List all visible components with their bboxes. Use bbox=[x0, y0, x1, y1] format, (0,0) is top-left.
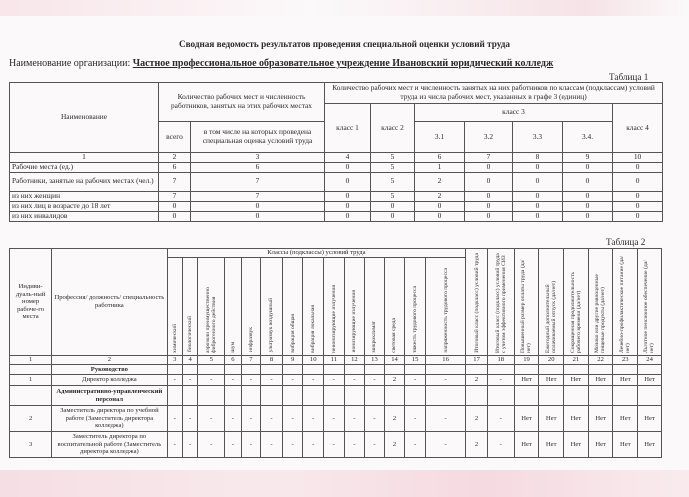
cell: 0 bbox=[513, 172, 563, 191]
cell: 0 bbox=[613, 162, 663, 172]
t2-factor-biological: биологический bbox=[187, 316, 194, 353]
row-label: из них лиц в возрасте до 18 лет bbox=[10, 201, 159, 211]
cell: Нет bbox=[638, 375, 662, 386]
cell: 7 bbox=[191, 172, 325, 191]
cell: Нет bbox=[564, 375, 589, 386]
cell: 7 bbox=[159, 172, 191, 191]
row-label: Работники, занятые на рабочих местах (чел.) bbox=[10, 172, 159, 191]
cell: 0 bbox=[191, 201, 325, 211]
cell: 0 bbox=[513, 162, 563, 172]
t2-header-milk: Молоко или другие равноценные пищевые продукты (да/нет) bbox=[594, 274, 607, 353]
t1-colnum: 8 bbox=[513, 153, 563, 163]
t2-colnum: 13 bbox=[365, 356, 385, 365]
cell: - bbox=[167, 375, 182, 386]
cell: - bbox=[225, 375, 241, 386]
document-title: Сводная ведомость результатов проведения специальной оценки условий труда bbox=[178, 39, 511, 49]
cell: - bbox=[198, 375, 225, 386]
cell: - bbox=[405, 406, 426, 432]
cell: 0 bbox=[465, 201, 513, 211]
t1-header-name: Наименование bbox=[10, 83, 159, 153]
row-label: Рабочие места (ед.) bbox=[10, 162, 159, 172]
cell: - bbox=[241, 375, 261, 386]
cell: - bbox=[487, 432, 514, 458]
t2-factor-vibration-local: вибрация локальная bbox=[310, 304, 317, 353]
t2-colnum: 3 bbox=[167, 356, 182, 365]
cell: Нет bbox=[564, 406, 589, 432]
t1-header-class1: класс 1 bbox=[325, 104, 371, 153]
cell: 0 bbox=[325, 162, 371, 172]
table-row bbox=[10, 406, 662, 432]
t1-header-3-2: 3.2 bbox=[465, 122, 513, 153]
t2-colnum: 7 bbox=[241, 356, 261, 365]
cell: 7 bbox=[191, 191, 325, 201]
t1-colnum: 4 bbox=[325, 153, 371, 163]
cell: - bbox=[487, 406, 514, 432]
cell: - bbox=[487, 375, 514, 386]
cell: Нет bbox=[638, 406, 662, 432]
section-row bbox=[10, 386, 662, 406]
cell: 0 bbox=[415, 201, 465, 211]
cell: 0 bbox=[325, 211, 371, 221]
cell: 0 bbox=[465, 172, 513, 191]
cell: 5 bbox=[371, 162, 415, 172]
cell: 6 bbox=[191, 162, 325, 172]
t1-colnum: 9 bbox=[563, 153, 613, 163]
profession: Заместитель директора по воспитательной работе (Заместитель директора колледжа) bbox=[52, 432, 167, 458]
cell: - bbox=[282, 406, 303, 432]
cell: - bbox=[425, 432, 465, 458]
t2-colnum: 19 bbox=[514, 356, 539, 365]
cell: - bbox=[344, 432, 365, 458]
cell: 2 bbox=[415, 191, 465, 201]
table-row bbox=[10, 432, 662, 458]
t2-colnum: 17 bbox=[466, 356, 488, 365]
table-row bbox=[10, 172, 663, 191]
cell: - bbox=[344, 375, 365, 386]
t2-colnum: 10 bbox=[303, 356, 324, 365]
cell: 0 bbox=[159, 211, 191, 221]
cell: - bbox=[303, 406, 324, 432]
workplace-id: 1 bbox=[10, 375, 52, 386]
profession: Заместитель директора по учебной работе (Заместитель директора колледжа) bbox=[52, 406, 167, 432]
table2 bbox=[9, 248, 662, 458]
cell: 0 bbox=[563, 191, 613, 201]
t2-colnum: 12 bbox=[344, 356, 365, 365]
t2-colnum: 11 bbox=[323, 356, 344, 365]
t1-header-3-3: 3.3 bbox=[513, 122, 563, 153]
cell: - bbox=[182, 432, 197, 458]
cell: 0 bbox=[325, 201, 371, 211]
cell: - bbox=[198, 406, 225, 432]
cell: - bbox=[303, 375, 324, 386]
cell: 0 bbox=[613, 201, 663, 211]
t1-colnum: 2 bbox=[159, 153, 191, 163]
cell: - bbox=[241, 406, 261, 432]
cell: Нет bbox=[613, 432, 638, 458]
cell: - bbox=[405, 432, 426, 458]
cell: - bbox=[303, 432, 324, 458]
cell: 0 bbox=[563, 201, 613, 211]
cell: 0 bbox=[325, 191, 371, 201]
cell: - bbox=[365, 375, 385, 386]
cell: 6 bbox=[159, 162, 191, 172]
t2-factor-lighting: световая среда bbox=[391, 317, 398, 353]
cell: 0 bbox=[613, 191, 663, 201]
profession: Директор колледжа bbox=[52, 375, 167, 386]
t2-colnum: 9 bbox=[282, 356, 303, 365]
paper-stain-top bbox=[0, 0, 689, 16]
cell: 2 bbox=[384, 375, 405, 386]
cell: - bbox=[182, 406, 197, 432]
t1-header-count-group: Количество рабочих мест и численность работников, занятых на этих рабочих местах bbox=[159, 83, 325, 122]
t2-colnum: 16 bbox=[425, 356, 465, 365]
cell: Нет bbox=[514, 375, 539, 386]
cell: 0 bbox=[513, 201, 563, 211]
t2-factor-vibration-general: вибрация общая bbox=[289, 313, 296, 353]
cell: 5 bbox=[371, 172, 415, 191]
t2-header-extra-leave: Ежегодный дополнительный оплачиваемый отпуск (да/нет) bbox=[545, 281, 558, 353]
cell: Нет bbox=[588, 375, 613, 386]
cell: 0 bbox=[415, 211, 465, 221]
t2-colnum: 20 bbox=[539, 356, 564, 365]
cell: 0 bbox=[563, 172, 613, 191]
t2-colnum: 6 bbox=[225, 356, 241, 365]
cell: - bbox=[198, 432, 225, 458]
organization-label: Наименование организации: bbox=[9, 58, 133, 69]
cell: 7 bbox=[159, 191, 191, 201]
t2-header-id: Индиви-дуаль-ный номер рабоче-го места bbox=[10, 249, 52, 356]
t2-colnum: 4 bbox=[182, 356, 197, 365]
t1-colnum: 5 bbox=[371, 153, 415, 163]
t2-colnum: 8 bbox=[261, 356, 283, 365]
t1-header-3-4: 3.4. bbox=[563, 122, 613, 153]
t1-header-assessed: в том числе на которых проведена специальная оценка условий труда bbox=[191, 122, 325, 153]
cell: 0 bbox=[371, 201, 415, 211]
cell: Нет bbox=[514, 432, 539, 458]
t2-colnum: 24 bbox=[638, 356, 662, 365]
t1-colnum: 3 bbox=[191, 153, 325, 163]
t1-header-3-1: 3.1 bbox=[415, 122, 465, 153]
cell: - bbox=[425, 375, 465, 386]
t1-header-class3: класс 3 bbox=[415, 104, 613, 122]
paper-stain-bottom bbox=[0, 470, 689, 497]
t2-header-reduced-hours: Сокращенная продолжительность рабочего времени (да/нет) bbox=[569, 271, 582, 353]
cell: Нет bbox=[539, 432, 564, 458]
t2-factor-microclimate: микроклимат bbox=[371, 320, 378, 353]
t1-colnum: 10 bbox=[613, 153, 663, 163]
t1-header-total: всего bbox=[159, 122, 191, 153]
cell: 0 bbox=[465, 191, 513, 201]
cell: Нет bbox=[539, 375, 564, 386]
t2-factor-ionizing: ионизирующие излучения bbox=[351, 290, 358, 353]
workplace-id: 3 bbox=[10, 432, 52, 458]
cell: - bbox=[365, 432, 385, 458]
cell: - bbox=[167, 432, 182, 458]
cell: - bbox=[261, 406, 283, 432]
cell: 2 bbox=[415, 172, 465, 191]
t2-colnum: 2 bbox=[52, 356, 167, 365]
section-row bbox=[10, 365, 662, 375]
cell: 0 bbox=[513, 211, 563, 221]
row-label: из них женщин bbox=[10, 191, 159, 201]
t2-factor-infrasound: инфразвук bbox=[247, 327, 254, 353]
cell: 0 bbox=[465, 162, 513, 172]
t2-colnum: 23 bbox=[613, 356, 638, 365]
t2-factor-noise: шум bbox=[229, 341, 236, 353]
cell: - bbox=[167, 406, 182, 432]
t2-header-therapeutic-food: Лечебно-профилактическое питание (да/нет) bbox=[619, 255, 632, 353]
t1-colnum: 6 bbox=[415, 153, 465, 163]
cell: 0 bbox=[465, 211, 513, 221]
t2-factor-aerosols: аэрозоли преимущественно фиброгенного действия bbox=[205, 286, 218, 353]
t2-colnum: 22 bbox=[588, 356, 613, 365]
table-row bbox=[10, 201, 663, 211]
cell: - bbox=[365, 406, 385, 432]
t2-factor-nonionizing: неионизирующие излучения bbox=[330, 284, 337, 353]
cell: 0 bbox=[191, 211, 325, 221]
cell: - bbox=[261, 375, 283, 386]
cell: - bbox=[405, 375, 426, 386]
table-row bbox=[10, 211, 663, 221]
cell: - bbox=[323, 406, 344, 432]
t2-header-final-class-siz: Итоговый класс (подкласс) условий труда с учетом эффективного применения СИЗ bbox=[494, 253, 507, 353]
t2-header-pension: Льготное пенсионное обеспечение (да/нет) bbox=[643, 260, 656, 353]
cell: 1 bbox=[415, 162, 465, 172]
table-row bbox=[10, 375, 662, 386]
cell: Нет bbox=[588, 406, 613, 432]
t2-colnum: 14 bbox=[384, 356, 405, 365]
cell: Нет bbox=[514, 406, 539, 432]
t1-header-class2: класс 2 bbox=[371, 104, 415, 153]
cell: 2 bbox=[466, 432, 488, 458]
cell: - bbox=[282, 375, 303, 386]
t2-factor-intensity: напряженность трудового процесса bbox=[442, 267, 449, 353]
cell: - bbox=[323, 432, 344, 458]
table-row bbox=[10, 162, 663, 172]
table1 bbox=[9, 82, 663, 222]
section-title: Руководство bbox=[52, 365, 167, 375]
cell: 0 bbox=[563, 162, 613, 172]
cell: - bbox=[323, 375, 344, 386]
t1-header-classes-group: Количество рабочих мест и численность занятых на них работников по классам (подклассам) условий труда из числа рабочих мест, указанных в графе 3 (единиц) bbox=[325, 83, 663, 104]
cell: - bbox=[241, 432, 261, 458]
t2-header-classes-group: Классы (подклассы) условий труда bbox=[167, 249, 466, 258]
cell: Нет bbox=[539, 406, 564, 432]
cell: - bbox=[425, 406, 465, 432]
cell: - bbox=[282, 432, 303, 458]
cell: Нет bbox=[613, 375, 638, 386]
t1-column-numbers bbox=[10, 153, 663, 163]
cell: - bbox=[261, 432, 283, 458]
cell: 2 bbox=[384, 432, 405, 458]
t2-colnum: 18 bbox=[487, 356, 514, 365]
cell: - bbox=[182, 375, 197, 386]
table1-label: Таблица 1 bbox=[609, 72, 649, 82]
t2-colnum: 1 bbox=[10, 356, 52, 365]
t2-factor-ultrasound: ультразвук воздушный bbox=[268, 298, 275, 353]
cell: Нет bbox=[613, 406, 638, 432]
cell: - bbox=[344, 406, 365, 432]
organization-name: Частное профессиональное образовательное учреждение Ивановский юридический колледж bbox=[132, 58, 554, 69]
cell: 0 bbox=[513, 191, 563, 201]
cell: Нет bbox=[564, 432, 589, 458]
cell: 0 bbox=[613, 172, 663, 191]
row-label: из них инвалидов bbox=[10, 211, 159, 221]
t2-header-final-class: Итоговый класс (подкласс) условий труда bbox=[473, 253, 480, 353]
t1-colnum: 1 bbox=[10, 153, 159, 163]
t2-column-numbers bbox=[10, 356, 662, 365]
t2-colnum: 21 bbox=[564, 356, 589, 365]
cell: - bbox=[225, 432, 241, 458]
cell: 0 bbox=[325, 172, 371, 191]
t1-colnum: 7 bbox=[465, 153, 513, 163]
t2-header-profession: Профессия/ должность/ специальность работника bbox=[52, 249, 167, 356]
cell: 5 bbox=[371, 191, 415, 201]
cell: 0 bbox=[371, 211, 415, 221]
table2-label: Таблица 2 bbox=[606, 237, 646, 247]
t2-colnum: 5 bbox=[198, 356, 225, 365]
cell: 0 bbox=[563, 211, 613, 221]
t2-header-increased-pay: Повышенный размер оплаты труда (да/нет) bbox=[520, 259, 533, 353]
cell: Нет bbox=[638, 432, 662, 458]
cell: 2 bbox=[466, 406, 488, 432]
workplace-id: 2 bbox=[10, 406, 52, 432]
cell: Нет bbox=[588, 432, 613, 458]
cell: 0 bbox=[613, 211, 663, 221]
t1-header-class4: класс 4 bbox=[613, 104, 663, 153]
cell: 2 bbox=[384, 406, 405, 432]
t2-factor-chemical: химический bbox=[171, 323, 178, 353]
cell: 2 bbox=[466, 375, 488, 386]
cell: 0 bbox=[159, 201, 191, 211]
t2-colnum: 15 bbox=[405, 356, 426, 365]
section-title: Административно-управленческий персонал bbox=[52, 386, 167, 406]
organization-line bbox=[9, 58, 553, 69]
cell: - bbox=[225, 406, 241, 432]
t2-factor-severity: тяжесть трудового процесса bbox=[412, 285, 419, 353]
table-row bbox=[10, 191, 663, 201]
